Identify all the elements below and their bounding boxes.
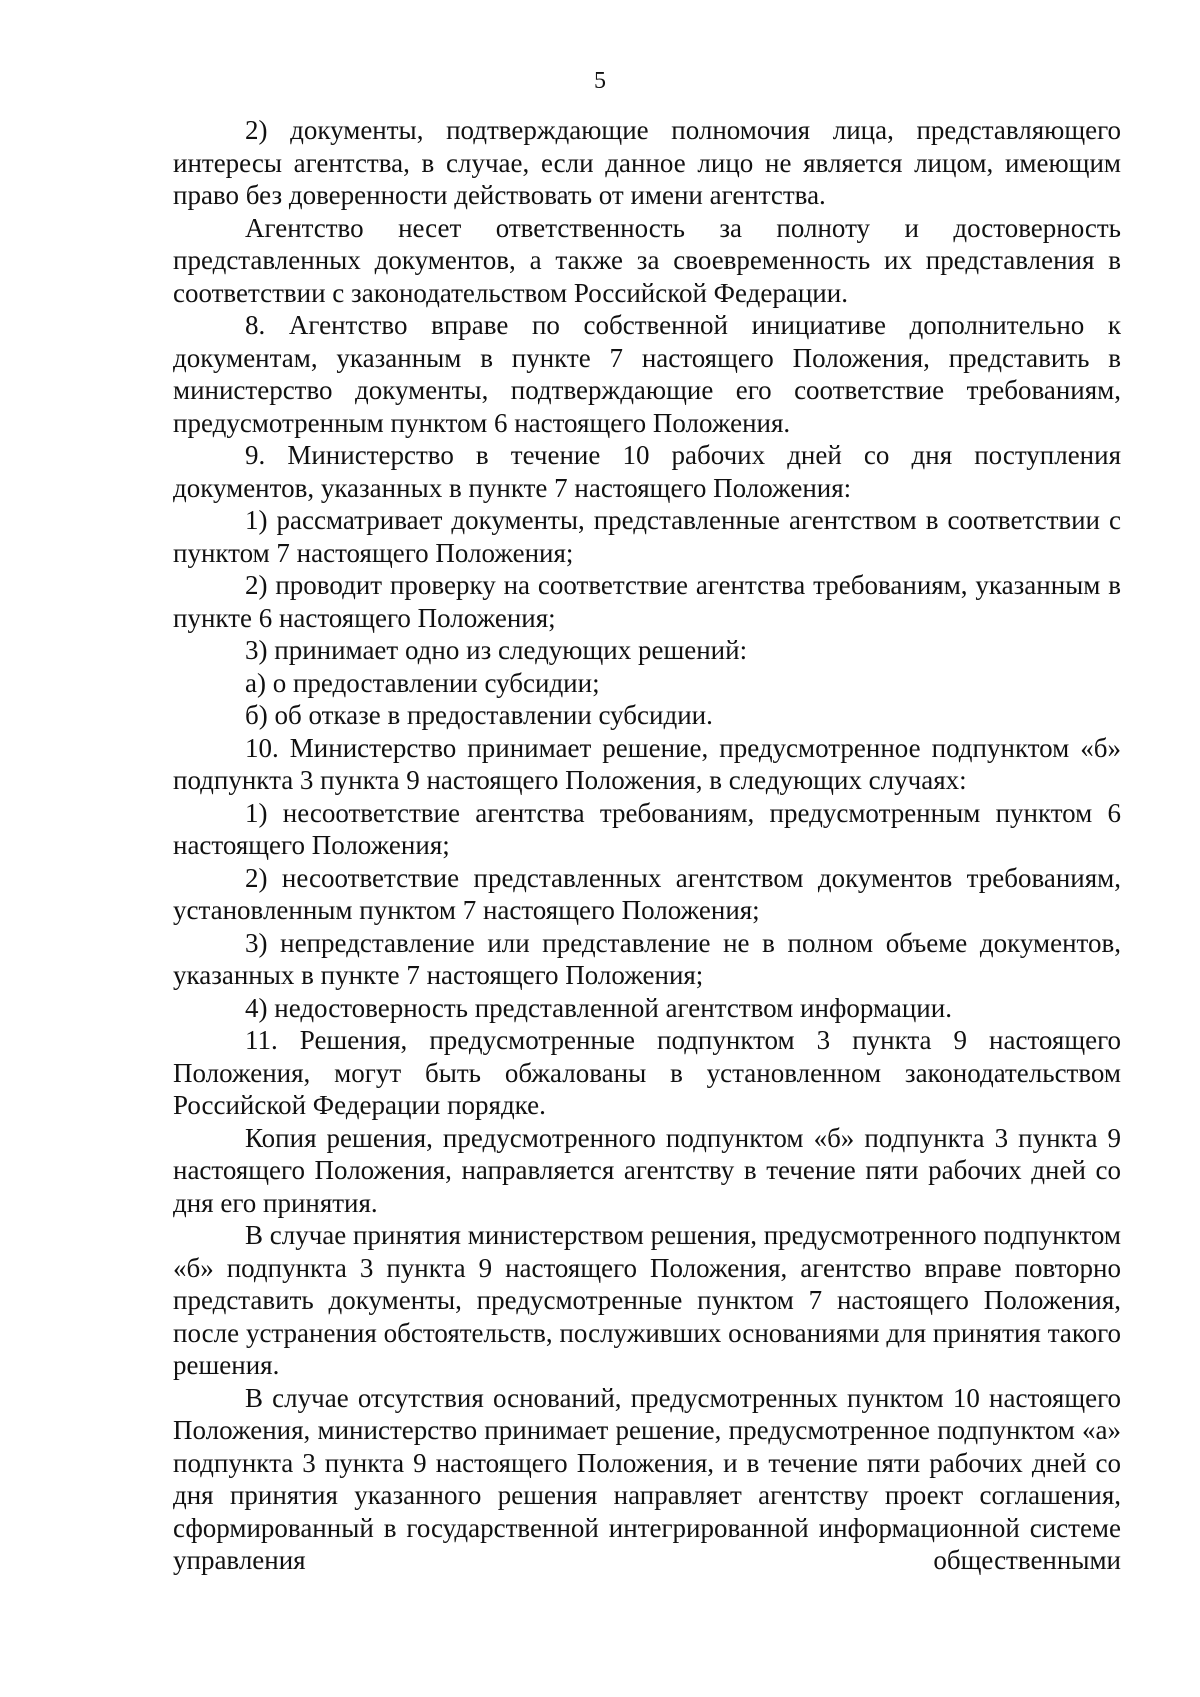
- paragraph-clause-9-item-3b: б) об отказе в предоставлении субсидии.: [245, 700, 713, 730]
- paragraph-item-2-documents: 2) документы, подтверждающие полномочия лица, представляющего интересы агентства, в случае, если данное лицо не является лицом, имеющим право без доверенности действовать от имени агентства.: [173, 115, 1121, 210]
- paragraph-clause-9: 9. Министерство в течение 10 рабочих дней со дня поступления документов, указанных в пункте 7 настоящего Положения:: [173, 440, 1121, 503]
- paragraph-clause-10-item-2: 2) несоответствие представленных агентством документов требованиям, установленным пунктом 7 настоящего Положения;: [173, 862, 1121, 925]
- page-number: 5: [594, 68, 606, 94]
- paragraph-decision-copy: Копия решения, предусмотренного подпунктом «б» подпункта 3 пункта 9 настоящего Положения, направляется агентству в течение пяти рабочих дней со дня его принятия.: [173, 1122, 1121, 1218]
- paragraph-clause-10: 10. Министерство принимает решение, предусмотренное подпунктом «б» подпункта 3 пункта 9 настоящего Положения, в следующих случаях:: [173, 732, 1121, 795]
- paragraph-clause-10-item-4: 4) недостоверность представленной агентством информации.: [245, 992, 952, 1023]
- paragraph-agreement-draft: В случае отсутствия оснований, предусмотренных пунктом 10 настоящего Положения, министерство принимает решение, предусмотренное подпунктом «а» подпункта 3 пункта 9 настоящего Положения, и в течение пяти рабочих дней со дня принятия указанного решения направляет агентству проект соглашения, сформированный в государственной интегрированной информационной системе управления общественными: [173, 1382, 1121, 1575]
- paragraph-agency-responsibility: Агентство несет ответственность за полноту и достоверность представленных документов, а также за своевременность их представления в соответствии с законодательством Российской Федерации.: [173, 212, 1121, 308]
- document-body: [173, 114, 1121, 1577]
- paragraph-clause-9-item-1: 1) рассматривает документы, представленные агентством в соответствии с пунктом 7 настоящего Положения;: [173, 505, 1121, 568]
- paragraph-clause-9-item-3: 3) принимает одно из следующих решений:: [245, 635, 748, 665]
- paragraph-clause-10-item-1: 1) несоответствие агентства требованиям, предусмотренным пунктом 6 настоящего Положения;: [173, 797, 1121, 860]
- paragraph-resubmission: В случае принятия министерством решения, предусмотренного подпунктом «б» подпункта 3 пункта 9 настоящего Положения, агентство вправе повторно представить документы, предусмотренные пунктом 7 настоящего Положения, после устранения обстоятельств, послуживших основаниями для принятия такого решения.: [173, 1220, 1121, 1380]
- paragraph-clause-9-item-3a: а) о предоставлении субсидии;: [245, 667, 600, 698]
- paragraph-clause-9-item-2: 2) проводит проверку на соответствие агентства требованиям, указанным в пункте 6 настоящего Положения;: [173, 570, 1121, 633]
- paragraph-clause-11: 11. Решения, предусмотренные подпунктом 3 пункта 9 настоящего Положения, могут быть обжалованы в установленном законодательством Российской Федерации порядке.: [173, 1025, 1121, 1120]
- paragraph-clause-8: 8. Агентство вправе по собственной инициативе дополнительно к документам, указанным в пункте 7 настоящего Положения, представить в министерство документы, подтверждающие его соответствие требованиям, предусмотренным пунктом 6 настоящего Положения.: [173, 310, 1121, 438]
- paragraph-clause-10-item-3: 3) непредставление или представление не в полном объеме документов, указанных в пункте 7 настоящего Положения;: [173, 927, 1121, 990]
